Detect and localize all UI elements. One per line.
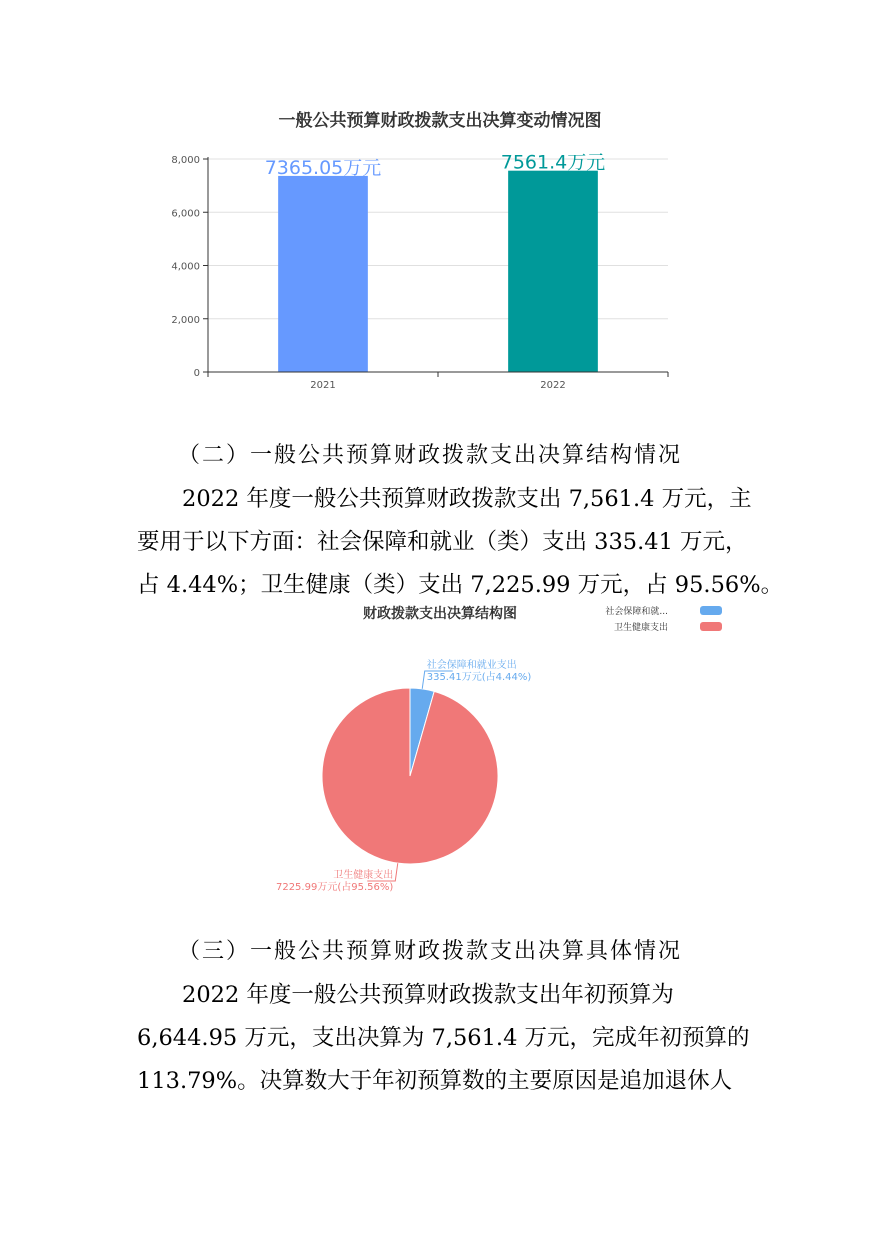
section-2-line-2: 要用于以下方面：社会保障和就业（类）支出 335.41 万元， [137,529,748,555]
pie-label-value-0: 335.41万元(占4.44%) [426,672,532,684]
section-2-heading: （二）一般公共预算财政拨款支出决算结构情况 [178,443,683,468]
section-3-line-2: 6,644.95 万元，支出决算为 7,561.4 万元，完成年初预算的 [137,1025,750,1051]
bar-chart [140,95,700,405]
pie-label-name-0: 社会保障和就业支出 [426,660,517,672]
bar-y-tick-label: 6,000 [171,208,200,220]
bar-x-tick-label-2021: 2021 [310,380,336,391]
section-3-paragraph [137,974,750,1103]
bar-y-tick-label: 2,000 [171,314,200,326]
bar-chart-y-axis [171,155,208,379]
bar-2021 [278,176,368,372]
section-2-line-1: 2022 年度一般公共预算财政拨款支出 7,561.4 万元，主 [182,486,752,512]
bar-y-tick-label: 4,000 [171,261,200,273]
section-3-heading: （三）一般公共预算财政拨款支出决算具体情况 [178,939,683,964]
bar-chart-title: 一般公共预算财政拨款支出决算变动情况图 [278,111,602,131]
section-2-paragraph [137,478,784,607]
pie-legend-swatch-1 [700,622,722,631]
pie-legend-swatch-0 [700,606,722,615]
bar-2022 [508,171,598,372]
pie-label-value-1: 7225.99万元(占95.56%) [275,881,394,893]
pie-chart-slices [322,688,498,864]
section-2-line-3: 占 4.44%；卫生健康（类）支出 7,225.99 万元，占 95.56%。 [137,572,784,598]
bar-chart-bars [278,171,598,372]
pie-chart-legend [605,605,722,633]
pie-label-name-1: 卫生健康支出 [333,869,394,881]
bar-x-tick-label-2022: 2022 [540,380,566,391]
pie-legend-label-1: 卫生健康支出 [613,623,668,633]
bar-data-label-2022: 7561.4万元 [500,151,606,174]
section-3-line-1: 2022 年度一般公共预算财政拨款支出年初预算为 [182,982,674,1008]
bar-chart-grid [208,156,668,319]
pie-chart-title: 财政拨款支出决算结构图 [363,606,517,622]
bar-data-label-2021: 7365.05万元 [264,156,382,179]
bar-y-tick-label: 0 [193,368,200,379]
bar-chart-x-axis [208,372,668,391]
pie-legend-label-0: 社会保障和就... [605,607,668,617]
pie-slice-1 [322,688,498,864]
section-3-line-3: 113.79%。决算数大于年初预算数的主要原因是追加退休人 [137,1068,733,1094]
bar-y-tick-label: 8,000 [171,155,200,166]
pie-chart [210,598,750,898]
